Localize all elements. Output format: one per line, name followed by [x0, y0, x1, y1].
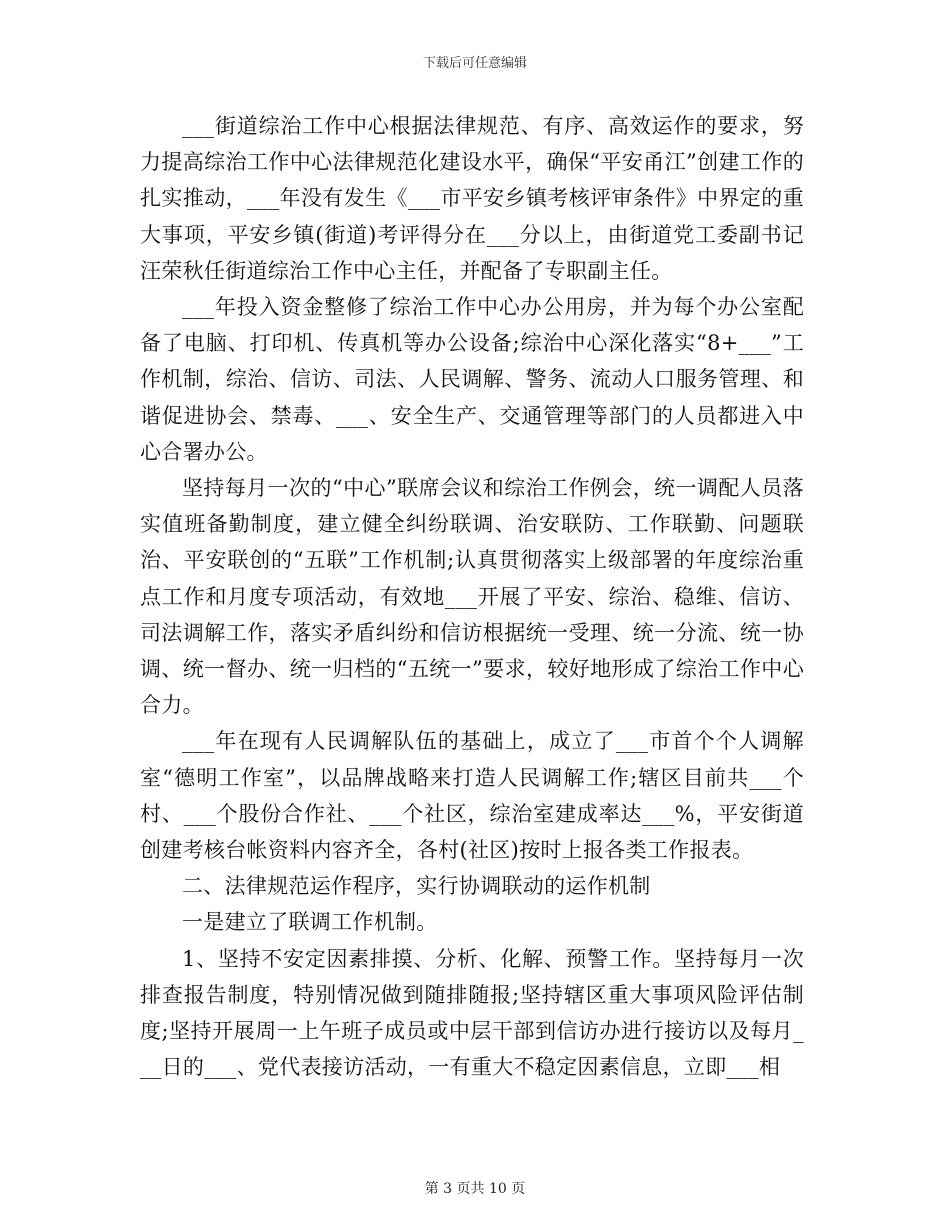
page-header: 下载后可任意编辑 — [422, 56, 527, 71]
paragraph: 坚持每月一次的“中心”联席会议和综治工作例会，统一调配人员落实值班备勤制度，建立健全纠纷联调、治安联防、工作联勤、问题联治、平安联创的“五联”工作机制;认真贯彻落实上级部署的年度综治重点工作和月度专项活动，有效地___开展了平安、综治、稳维、信访、司法调解工作，落实矛盾纠纷和信访根据统一受理、统一分流、统一协调、统一督办、统一归档的“五统一”要求，较好地形成了综治工作中心合力。 — [140, 476, 804, 718]
paragraph: ___年在现有人民调解队伍的基础上，成立了___市首个个人调解室“德明工作室”，以品牌战略来打造人民调解工作;辖区目前共___个村、___个股份合作社、___个社区，综治室建成率达___%，平安街道创建考核台帐资料内容齐全，各村(社区)按时上报各类工作报表。 — [140, 729, 804, 863]
paragraph: ___年投入资金整修了综治工作中心办公用房，并为每个办公室配备了电脑、打印机、传真机等办公设备;综治中心深化落实“8+___”工作机制，综治、信访、司法、人民调解、警务、流动人口服务管理、和谐促进协会、禁毒、___、安全生产、交通管理等部门的人员都进入中心合署办公。 — [140, 295, 804, 464]
paragraph: ___街道综治工作中心根据法律规范、有序、高效运作的要求，努力提高综治工作中心法律规范化建设水平，确保“平安甬江”创建工作的扎实推动，___年没有发生《___市平安乡镇考核评审条件》中界定的重大事项，平安乡镇(街道)考评得分在___分以上，由街道党工委副书记汪荣秋任街道综治工作中心主任，并配备了专职副主任。 — [140, 114, 804, 283]
paragraph: 1、坚持不安定因素排摸、分析、化解、预警工作。坚持每月一次排查报告制度，特别情况做到随排随报;坚持辖区重大事项风险评估制度;坚持开展周一上午班子成员或中层干部到信访办进行接访以及每月___日的___、党代表接访活动，一有重大不稳定因素信息，立即___相 — [140, 946, 804, 1080]
page-footer: 第 3 页共 10 页 — [424, 1181, 526, 1197]
subsection-heading: 一是建立了联调工作机制。 — [182, 910, 438, 935]
document-body — [140, 108, 804, 1085]
section-heading: 二、法律规范运作程序，实行协调联动的运作机制 — [182, 874, 651, 899]
